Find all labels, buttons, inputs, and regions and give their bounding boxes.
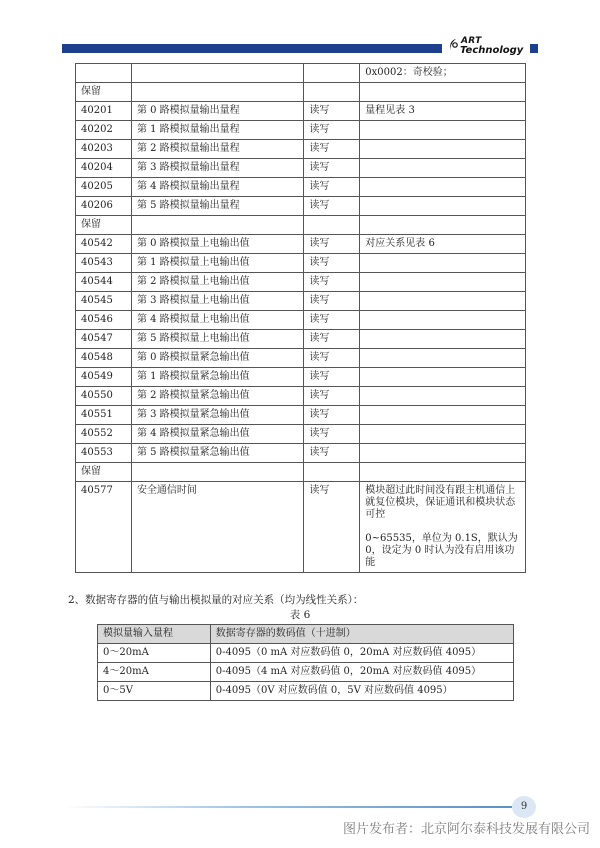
logo-text-art: ART xyxy=(461,36,482,46)
logo-text-technology: Technology xyxy=(460,45,524,56)
table6-range: 0～20mA xyxy=(98,644,211,663)
register-name: 安全通信时间 xyxy=(131,482,303,573)
register-note-paragraph: 模块超过此时间没有跟主机通信上就复位模块，保证通讯和模块状态可控 xyxy=(365,485,516,520)
table6-header-range: 模拟量输入量程 xyxy=(98,625,211,644)
register-address: 40204 xyxy=(76,159,132,178)
table-row xyxy=(76,178,526,197)
register-address: 40577 xyxy=(76,482,132,573)
register-name: 第 5 路模拟量紧急输出值 xyxy=(131,444,303,463)
table-row xyxy=(76,121,526,140)
register-address: 保留 xyxy=(76,83,132,102)
register-note-paragraph: 0~65535，单位为 0.1S，默认为 0，设定为 0 时认为没有启用该功能 xyxy=(365,533,518,568)
register-access: 读写 xyxy=(304,387,360,406)
register-note xyxy=(360,463,526,482)
register-name: 第 3 路模拟量紧急输出值 xyxy=(131,406,303,425)
register-access: 读写 xyxy=(304,254,360,273)
table-row xyxy=(76,273,526,292)
register-note xyxy=(360,197,526,216)
register-note: 对应关系见表 6 xyxy=(360,235,526,254)
table-row xyxy=(76,311,526,330)
register-name: 第 5 路模拟量上电输出值 xyxy=(131,330,303,349)
register-access: 读写 xyxy=(304,273,360,292)
table-row xyxy=(76,349,526,368)
table6-code: 0-4095（4 mA 对应数码值 0，20mA 对应数码值 4095） xyxy=(210,663,513,682)
register-access xyxy=(304,83,360,102)
register-address: 40549 xyxy=(76,368,132,387)
table-row xyxy=(76,140,526,159)
register-note xyxy=(360,444,526,463)
register-note: 量程见表 3 xyxy=(360,102,526,121)
register-note xyxy=(360,178,526,197)
relation-description: 2、数据寄存器的值与输出模拟量的对应关系（均为线性关系）： xyxy=(68,594,364,606)
company-logo xyxy=(448,36,528,60)
register-note xyxy=(360,159,526,178)
register-note xyxy=(360,368,526,387)
register-note xyxy=(360,330,526,349)
register-access: 读写 xyxy=(304,311,360,330)
register-access: 读写 xyxy=(304,330,360,349)
register-note xyxy=(360,406,526,425)
register-address: 40548 xyxy=(76,349,132,368)
register-address xyxy=(76,64,132,83)
table-row xyxy=(76,330,526,349)
register-access xyxy=(304,64,360,83)
table-row xyxy=(76,254,526,273)
register-table xyxy=(75,63,526,573)
register-note xyxy=(360,311,526,330)
register-access: 读写 xyxy=(304,159,360,178)
register-note xyxy=(360,425,526,444)
register-access: 读写 xyxy=(304,235,360,254)
table-row xyxy=(76,197,526,216)
register-address: 40545 xyxy=(76,292,132,311)
register-access: 读写 xyxy=(304,444,360,463)
register-address: 40201 xyxy=(76,102,132,121)
register-name: 第 2 路模拟量紧急输出值 xyxy=(131,387,303,406)
register-name: 第 0 路模拟量上电输出值 xyxy=(131,235,303,254)
register-note: 0x0002：奇校验； xyxy=(360,64,526,83)
register-name: 第 1 路模拟量上电输出值 xyxy=(131,254,303,273)
register-access: 读写 xyxy=(304,197,360,216)
table-row xyxy=(76,159,526,178)
table6-row xyxy=(98,644,514,663)
register-access: 读写 xyxy=(304,406,360,425)
table-row xyxy=(76,235,526,254)
table-row xyxy=(76,482,526,573)
table-row xyxy=(76,463,526,482)
register-address: 40550 xyxy=(76,387,132,406)
register-name: 第 5 路模拟量输出量程 xyxy=(131,197,303,216)
table-row xyxy=(76,387,526,406)
register-address: 40547 xyxy=(76,330,132,349)
table-row xyxy=(76,216,526,235)
table6-code: 0-4095（0 mA 对应数码值 0，20mA 对应数码值 4095） xyxy=(210,644,513,663)
register-note xyxy=(360,273,526,292)
table-row xyxy=(76,406,526,425)
table-row xyxy=(76,83,526,102)
register-note xyxy=(360,482,526,573)
register-address: 40202 xyxy=(76,121,132,140)
table6-row xyxy=(98,682,514,701)
register-note xyxy=(360,292,526,311)
register-name: 第 2 路模拟量上电输出值 xyxy=(131,273,303,292)
register-name xyxy=(131,216,303,235)
publisher-watermark: 图片发布者：北京阿尔泰科技发展有限公司 xyxy=(342,822,590,837)
table6-range: 0～5V xyxy=(98,682,211,701)
register-note xyxy=(360,140,526,159)
register-address: 40543 xyxy=(76,254,132,273)
register-name: 第 3 路模拟量输出量程 xyxy=(131,159,303,178)
register-name: 第 1 路模拟量输出量程 xyxy=(131,121,303,140)
register-address: 40203 xyxy=(76,140,132,159)
register-access: 读写 xyxy=(304,121,360,140)
table-row xyxy=(76,444,526,463)
register-access: 读写 xyxy=(304,368,360,387)
register-address: 40552 xyxy=(76,425,132,444)
register-access: 读写 xyxy=(304,482,360,573)
register-note xyxy=(360,121,526,140)
register-address: 40206 xyxy=(76,197,132,216)
register-access: 读写 xyxy=(304,349,360,368)
register-note xyxy=(360,83,526,102)
register-name: 第 2 路模拟量输出量程 xyxy=(131,140,303,159)
register-access: 读写 xyxy=(304,102,360,121)
table6-header-row xyxy=(98,625,514,644)
register-name: 第 0 路模拟量紧急输出值 xyxy=(131,349,303,368)
register-name: 第 3 路模拟量上电输出值 xyxy=(131,292,303,311)
table-row xyxy=(76,64,526,83)
register-access: 读写 xyxy=(304,140,360,159)
register-note xyxy=(360,254,526,273)
table6-code: 0-4095（0V 对应数码值 0，5V 对应数码值 4095） xyxy=(210,682,513,701)
register-name: 第 4 路模拟量上电输出值 xyxy=(131,311,303,330)
table6 xyxy=(97,624,514,701)
register-address: 40546 xyxy=(76,311,132,330)
register-name: 第 0 路模拟量输出量程 xyxy=(131,102,303,121)
table-row xyxy=(76,102,526,121)
header-bar-end xyxy=(530,44,538,53)
register-name xyxy=(131,463,303,482)
table6-range: 4～20mA xyxy=(98,663,211,682)
register-access: 读写 xyxy=(304,178,360,197)
register-name xyxy=(131,83,303,102)
register-access: 读写 xyxy=(304,425,360,444)
table-row xyxy=(76,425,526,444)
register-address: 40553 xyxy=(76,444,132,463)
register-name: 第 4 路模拟量紧急输出值 xyxy=(131,425,303,444)
register-address: 40551 xyxy=(76,406,132,425)
table6-caption: 表 6 xyxy=(289,609,311,621)
register-note xyxy=(360,387,526,406)
register-address: 40544 xyxy=(76,273,132,292)
register-access xyxy=(304,216,360,235)
register-address: 保留 xyxy=(76,463,132,482)
register-address: 40542 xyxy=(76,235,132,254)
table-row xyxy=(76,292,526,311)
register-access: 读写 xyxy=(304,292,360,311)
register-name xyxy=(131,64,303,83)
register-name: 第 1 路模拟量紧急输出值 xyxy=(131,368,303,387)
register-note xyxy=(360,349,526,368)
register-address: 40205 xyxy=(76,178,132,197)
table-row xyxy=(76,368,526,387)
footer-line xyxy=(62,806,512,808)
header-bar xyxy=(62,44,442,53)
register-access xyxy=(304,463,360,482)
table6-header-code: 数据寄存器的数码值（十进制） xyxy=(210,625,513,644)
register-name: 第 4 路模拟量输出量程 xyxy=(131,178,303,197)
logo-swoosh-icon xyxy=(448,38,459,52)
register-note xyxy=(360,216,526,235)
table6-row xyxy=(98,663,514,682)
page-number: 9 xyxy=(512,796,536,818)
register-address: 保留 xyxy=(76,216,132,235)
